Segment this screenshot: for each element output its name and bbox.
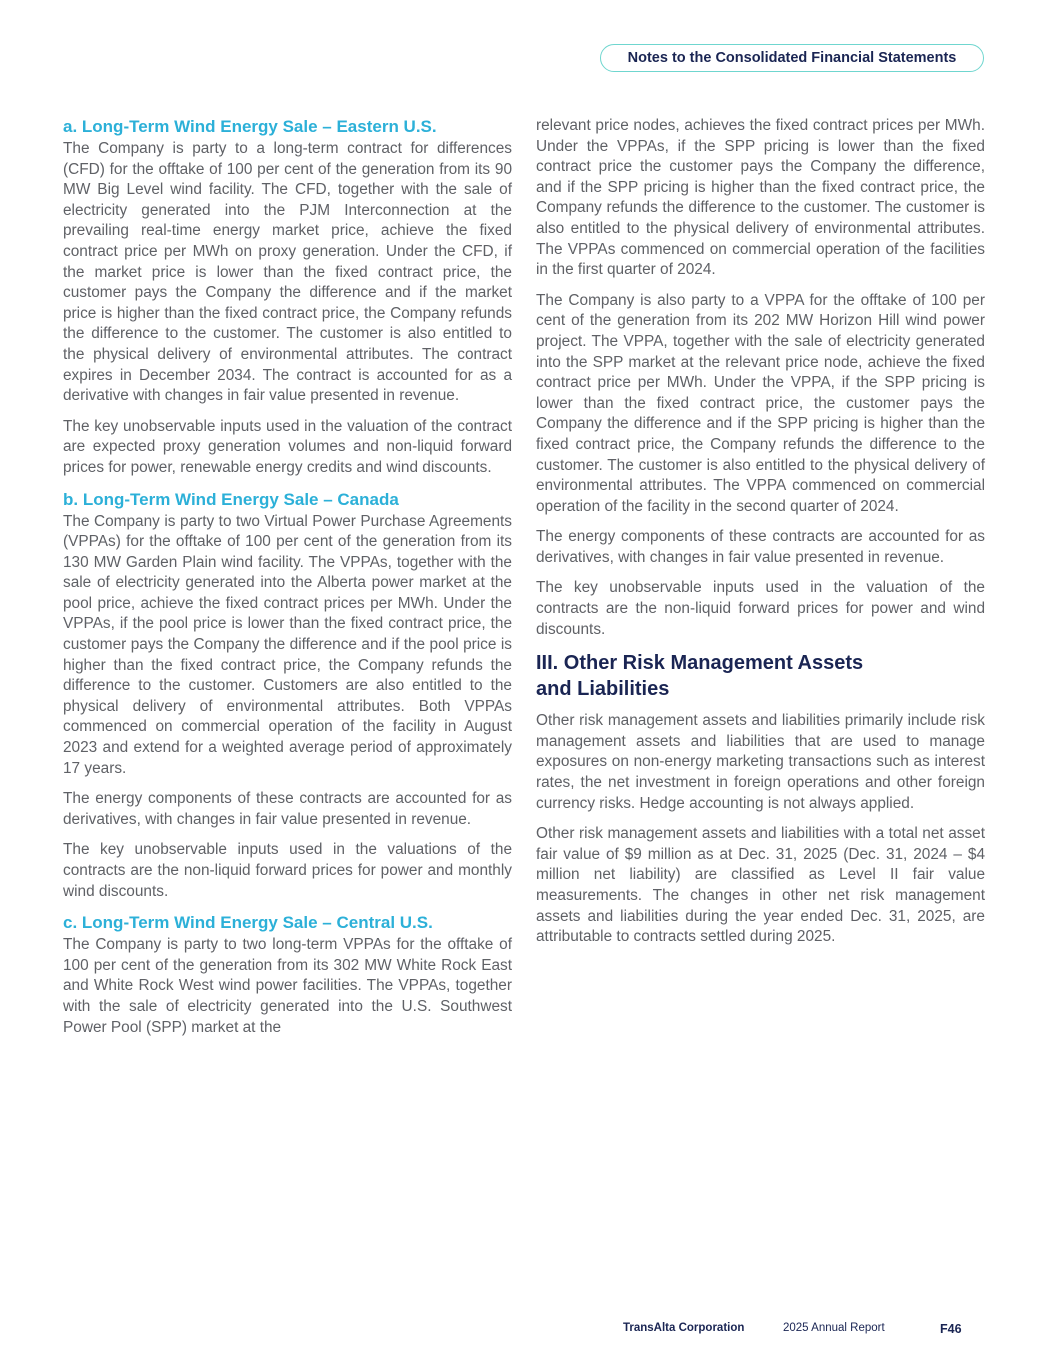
paragraph: The Company is also party to a VPPA for the offtake of 100 per cent of the generation from its 202 MW Horizon Hill wind power project. The VPPA, together with the sale of electricity generated into the SPP market at the relevant price node, achieve the fixed contract price per MWh. Under the VPPA, if the SPP pricing is lower than the fixed contract price, the customer pays the Company the difference and if the SPP pricing is higher than the fixed contract price, the Company refunds the difference to the customer. The customer is also entitled to the physical delivery of environmental attributes. The VPPA commenced on commercial operation of the facility in the second quarter of 2024. bbox=[536, 291, 985, 515]
page-footer bbox=[0, 1322, 1048, 1340]
heading-section-iii-line2: and Liabilities bbox=[536, 678, 670, 701]
paragraph: relevant price nodes, achieves the fixed contract prices per MWh. Under the VPPAs, if the SPP pricing is lower than the fixed contract price the customer pays the Company the difference, and if the SPP pricing is higher than the fixed contract price, the Company refunds the difference to the customer. The customer is also entitled to the physical delivery of environmental attributes. The VPPAs commenced on commercial operation of the facilities in the first quarter of 2024. bbox=[536, 117, 985, 279]
paragraph: The key unobservable inputs used in the valuation of the contract are expected proxy generation volumes and non-liquid forward prices for power, renewable energy credits and wind discounts. bbox=[63, 417, 512, 476]
page-number: F46 bbox=[940, 1322, 962, 1336]
section-header-title: Notes to the Consolidated Financial Statements bbox=[627, 50, 957, 66]
left-column bbox=[63, 116, 512, 1048]
paragraph: The energy components of these contracts are accounted for as derivatives, with changes in fair value presented in revenue. bbox=[63, 790, 512, 828]
paragraph: The Company is party to two long-term VPPAs for the offtake of 100 per cent of the generation from its 302 MW White Rock East and White Rock West wind power facilities. The VPPAs, together with the sale of electricity generated into the U.S. Southwest Power Pool (SPP) market at the bbox=[63, 936, 512, 1036]
paragraph: The key unobservable inputs used in the valuations of the contracts are the non-liquid forward prices for power and monthly wind discounts. bbox=[63, 841, 512, 900]
paragraph: Other risk management assets and liabilities with a total net asset fair value of $9 million as at Dec. 31, 2025 (Dec. 31, 2024 – $4 million net liability) are classified as Level II fair value measurements. The changes in other net risk management assets and liabilities during the year ended Dec. 31, 2025, are attributable to contracts settled during 2025. bbox=[536, 825, 985, 946]
paragraph: The key unobservable inputs used in the valuation of the contracts are the non-liquid forward prices for power and wind discounts. bbox=[536, 579, 985, 638]
heading-section-a: a. Long-Term Wind Energy Sale – Eastern U.S. bbox=[63, 117, 437, 136]
footer-report-title: 2025 Annual Report bbox=[783, 1322, 885, 1334]
paragraph: Other risk management assets and liabilities primarily include risk management assets and liabilities that are used to manage exposures on non-energy marketing transactions such as interest rates, the net investment in foreign operations and other foreign currency risks. Hedge accounting is not always applied. bbox=[536, 712, 985, 812]
paragraph: The energy components of these contracts are accounted for as derivatives, with changes in fair value presented in revenue. bbox=[536, 528, 985, 566]
heading-section-iii-line1: III. Other Risk Management Assets bbox=[536, 652, 864, 675]
paragraph: The Company is party to two Virtual Power Purchase Agreements (VPPAs) for the offtake of 100 per cent of the generation from its 130 MW Garden Plain wind facility. The VPPAs, together with the sale of electricity generated into the Alberta power market at the pool price, achieve the fixed contract prices per MWh. Under the VPPAs, if the pool price is lower than the fixed contract price, the customer pays the Company the difference and if the pool price is higher than the fixed contract price, the Company refunds the difference to the customer. Customers are also entitled to the physical delivery of environmental attributes. Both VPPAs commenced on commercial operation of the facility in August 2023 and extend for a weighted average period of approximately 17 years. bbox=[63, 512, 512, 777]
heading-section-iii bbox=[536, 650, 985, 702]
heading-section-b: b. Long-Term Wind Energy Sale – Canada bbox=[63, 489, 399, 509]
footer-company: TransAlta Corporation bbox=[623, 1322, 745, 1334]
heading-section-c: c. Long-Term Wind Energy Sale – Central U.S. bbox=[63, 913, 433, 933]
section-header-pill bbox=[600, 44, 984, 72]
right-column bbox=[536, 116, 985, 958]
paragraph: The Company is party to a long-term contract for differences (CFD) for the offtake of 100 per cent of the generation from its 90 MW Big Level wind facility. The CFD, together with the sale of electricity generated into the PJM Interconnection at the prevailing real-time energy market price, achieve the fixed contract price per MWh on proxy generation. Under the CFD, if the market price is lower than the fixed contract price, the customer pays the Company the difference and if the market price is higher than the fixed contract price, the Company refunds the difference to the customer. The customer is also entitled to the physical delivery of environmental attributes. The contract expires in December 2034. The contract is accounted for as a derivative with changes in fair value presented in revenue. bbox=[63, 140, 512, 405]
